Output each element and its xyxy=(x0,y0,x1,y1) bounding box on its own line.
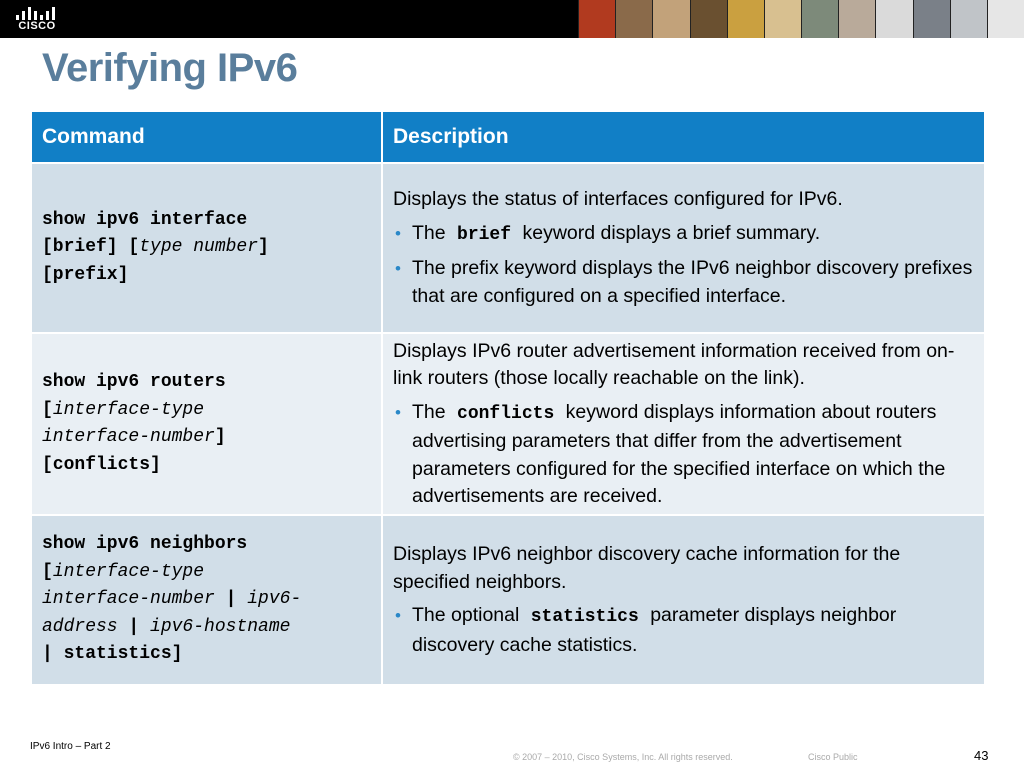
header-photo xyxy=(875,0,912,38)
footer-classification: Cisco Public xyxy=(808,752,858,762)
command-argument: interface-type xyxy=(52,399,205,420)
header-photo xyxy=(615,0,652,38)
header-photo xyxy=(801,0,838,38)
table-row xyxy=(31,163,985,333)
header-photo xyxy=(727,0,764,38)
keyword-code: statistics xyxy=(530,607,639,627)
command-cell xyxy=(31,515,382,685)
description-bullet: • The prefix keyword displays the IPv6 neighbor discovery prefixes that are configured on a specified interface. xyxy=(393,255,974,310)
bullet-text: parameter displays neighbor discovery cache statistics. xyxy=(412,604,897,656)
command-text: show ipv6 routers xyxy=(42,372,226,392)
footer-course-title: IPv6 Intro – Part 2 xyxy=(30,741,111,752)
page-title: Verifying IPv6 xyxy=(42,46,298,90)
description-text: Displays IPv6 neighbor discovery cache information for the specified neighbors. xyxy=(393,543,901,593)
command-table xyxy=(30,110,986,686)
footer-copyright: © 2007 – 2010, Cisco Systems, Inc. All rights reserved. xyxy=(513,752,733,762)
command-argument: interface-type xyxy=(52,561,205,582)
command-text: show ipv6 interface xyxy=(42,209,248,230)
logo-wordmark: CISCO xyxy=(18,20,56,32)
bullet-text: The xyxy=(412,221,446,244)
command-text: [ xyxy=(42,399,53,420)
header-photo xyxy=(690,0,727,38)
description-text: Displays the status of interfaces configured for IPv6. xyxy=(393,188,843,210)
page-number: 43 xyxy=(974,748,989,763)
header-photo-strip xyxy=(578,0,1024,38)
table-row xyxy=(31,333,985,515)
bullet-text: keyword displays information about routers advertising parameters that differ from the advertisement parameters configured for the specified interface on which the advertisements are received. xyxy=(412,400,946,507)
bullet-text: keyword displays a brief summary. xyxy=(522,221,821,244)
command-cell xyxy=(31,163,382,333)
command-argument: address xyxy=(42,616,118,637)
header-command: Command xyxy=(31,111,382,163)
header-banner xyxy=(0,0,1024,38)
command-text: | xyxy=(214,589,248,610)
command-text: ] xyxy=(214,427,226,447)
command-cell xyxy=(31,333,382,515)
description-cell xyxy=(382,163,985,333)
command-text: [prefix] xyxy=(42,264,129,285)
header-photo xyxy=(987,0,1024,38)
header-photo xyxy=(652,0,689,38)
command-text: [conflicts] xyxy=(42,454,161,475)
command-text: show ipv6 neighbors xyxy=(42,534,248,555)
command-text: ] xyxy=(258,237,269,258)
command-argument: interface-number xyxy=(42,589,215,610)
keyword-code: brief xyxy=(457,224,512,245)
command-text: [brief] [ xyxy=(42,237,140,258)
command-argument: ipv6-hostname xyxy=(150,616,291,637)
command-text: [ xyxy=(42,561,53,582)
header-photo xyxy=(764,0,801,38)
bullet-text: The xyxy=(412,400,446,423)
cisco-logo xyxy=(12,6,62,34)
table-header-row xyxy=(31,111,985,163)
keyword-code: conflicts xyxy=(457,403,555,424)
command-argument: ipv6- xyxy=(247,589,302,610)
header-photo xyxy=(913,0,950,38)
description-bullet xyxy=(393,220,974,250)
table-row xyxy=(31,515,985,685)
command-argument: type number xyxy=(139,237,259,258)
header-photo xyxy=(838,0,875,38)
description-bullet xyxy=(393,399,974,511)
bullet-text: The optional xyxy=(412,604,520,626)
description-cell xyxy=(382,333,985,515)
header-photo xyxy=(950,0,987,38)
description-bullet xyxy=(393,602,974,659)
header-description: Description xyxy=(382,111,985,163)
cisco-bridge-icon xyxy=(14,6,58,20)
description-text: Displays IPv6 router advertisement information received from on-link routers (those locally reachable on the link). xyxy=(393,339,955,389)
header-photo xyxy=(578,0,615,38)
command-argument: interface-number xyxy=(42,427,215,447)
command-text: | statistics] xyxy=(42,644,183,665)
command-text: | xyxy=(117,616,151,637)
description-cell xyxy=(382,515,985,685)
